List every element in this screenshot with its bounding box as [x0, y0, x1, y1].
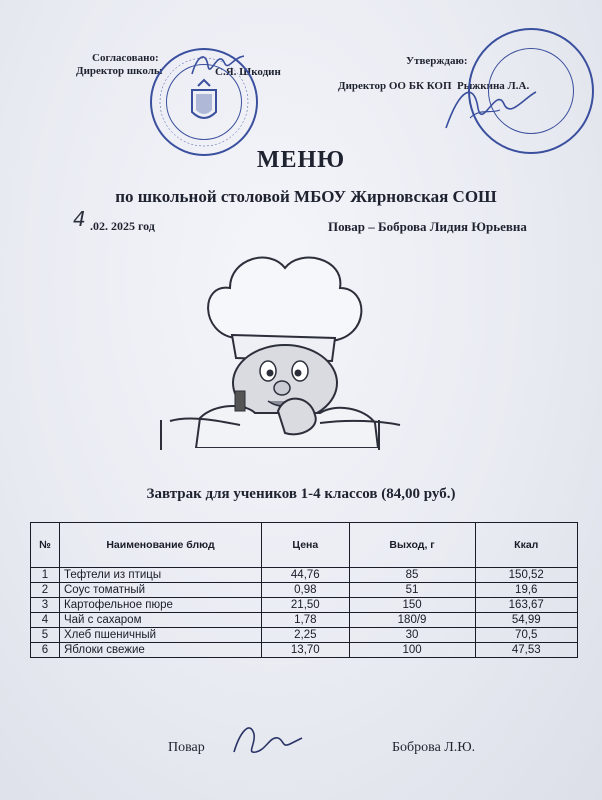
cook-line-text: Повар – Боброва Лидия Юрьевна — [328, 219, 527, 234]
cell-yield: 51 — [349, 583, 475, 598]
cell-number: 3 — [31, 598, 60, 613]
cell-kcal: 47,53 — [475, 643, 578, 658]
date-text: .02. 2025 год — [90, 219, 155, 233]
table-row — [31, 643, 578, 658]
table-header-row — [31, 523, 578, 568]
cell-price: 44,76 — [262, 568, 350, 583]
cell-price: 0,98 — [262, 583, 350, 598]
header-kcal: Ккал — [475, 523, 578, 568]
cell-yield: 180/9 — [349, 613, 475, 628]
approval-right-name: Рыжкина Л.А. — [457, 80, 530, 92]
cell-dish-name: Чай с сахаром — [60, 613, 262, 628]
cell-dish-name: Тефтели из птицы — [60, 568, 262, 583]
cell-yield: 85 — [349, 568, 475, 583]
header-dish-name: Наименование блюд — [60, 523, 262, 568]
cell-kcal: 54,99 — [475, 613, 578, 628]
approval-left-line2: Директор школы — [76, 65, 163, 77]
cell-price: 2,25 — [262, 628, 350, 643]
header-yield: Выход, г — [349, 523, 475, 568]
counter-left-edge — [160, 420, 162, 450]
page-title: МЕНЮ — [256, 147, 346, 173]
cook-line — [328, 219, 527, 235]
approval-right-line1: Утверждаю: — [406, 55, 468, 67]
cell-number: 6 — [31, 643, 60, 658]
table-row — [31, 583, 578, 598]
footer-cook-name: Боброва Л.Ю. — [392, 740, 476, 755]
cell-dish-name: Картофельное пюре — [60, 598, 262, 613]
meal-heading: Завтрак для учеников 1-4 классов (84,00 руб.) — [146, 486, 456, 502]
approval-left-line1: Согласовано: — [92, 52, 159, 64]
footer-cook-label: Повар — [168, 740, 205, 755]
table-row — [31, 568, 578, 583]
header-price: Цена — [262, 523, 350, 568]
cell-dish-name: Соус томатный — [60, 583, 262, 598]
cell-yield: 30 — [349, 628, 475, 643]
counter-right-edge — [378, 420, 380, 450]
cell-number: 5 — [31, 628, 60, 643]
menu-table — [30, 522, 578, 658]
cell-dish-name: Хлеб пшеничный — [60, 628, 262, 643]
cell-yield: 150 — [349, 598, 475, 613]
approval-right-line2: Директор ОО БК КОП — [338, 80, 452, 92]
cell-number: 2 — [31, 583, 60, 598]
date-day-handwritten: 4 — [73, 207, 86, 231]
table-row — [31, 613, 578, 628]
cell-price: 13,70 — [262, 643, 350, 658]
cook-signature-icon — [226, 712, 306, 760]
director-signature-icon — [188, 44, 248, 84]
cell-kcal: 70,5 — [475, 628, 578, 643]
header-number: № — [31, 523, 60, 568]
cell-price: 21,50 — [262, 598, 350, 613]
cell-dish-name: Яблоки свежие — [60, 643, 262, 658]
cell-kcal: 150,52 — [475, 568, 578, 583]
cell-kcal: 163,67 — [475, 598, 578, 613]
cell-number: 4 — [31, 613, 60, 628]
cell-yield: 100 — [349, 643, 475, 658]
approval-left-name: С.Я. Шкодин — [215, 66, 281, 78]
cell-price: 1,78 — [262, 613, 350, 628]
cell-kcal: 19,6 — [475, 583, 578, 598]
table-row — [31, 628, 578, 643]
page-subtitle: по школьной столовой МБОУ Жирновская СОШ — [115, 187, 497, 206]
table-row — [31, 598, 578, 613]
approver-signature-icon — [440, 78, 540, 138]
cell-number: 1 — [31, 568, 60, 583]
chef-illustration — [160, 243, 410, 448]
